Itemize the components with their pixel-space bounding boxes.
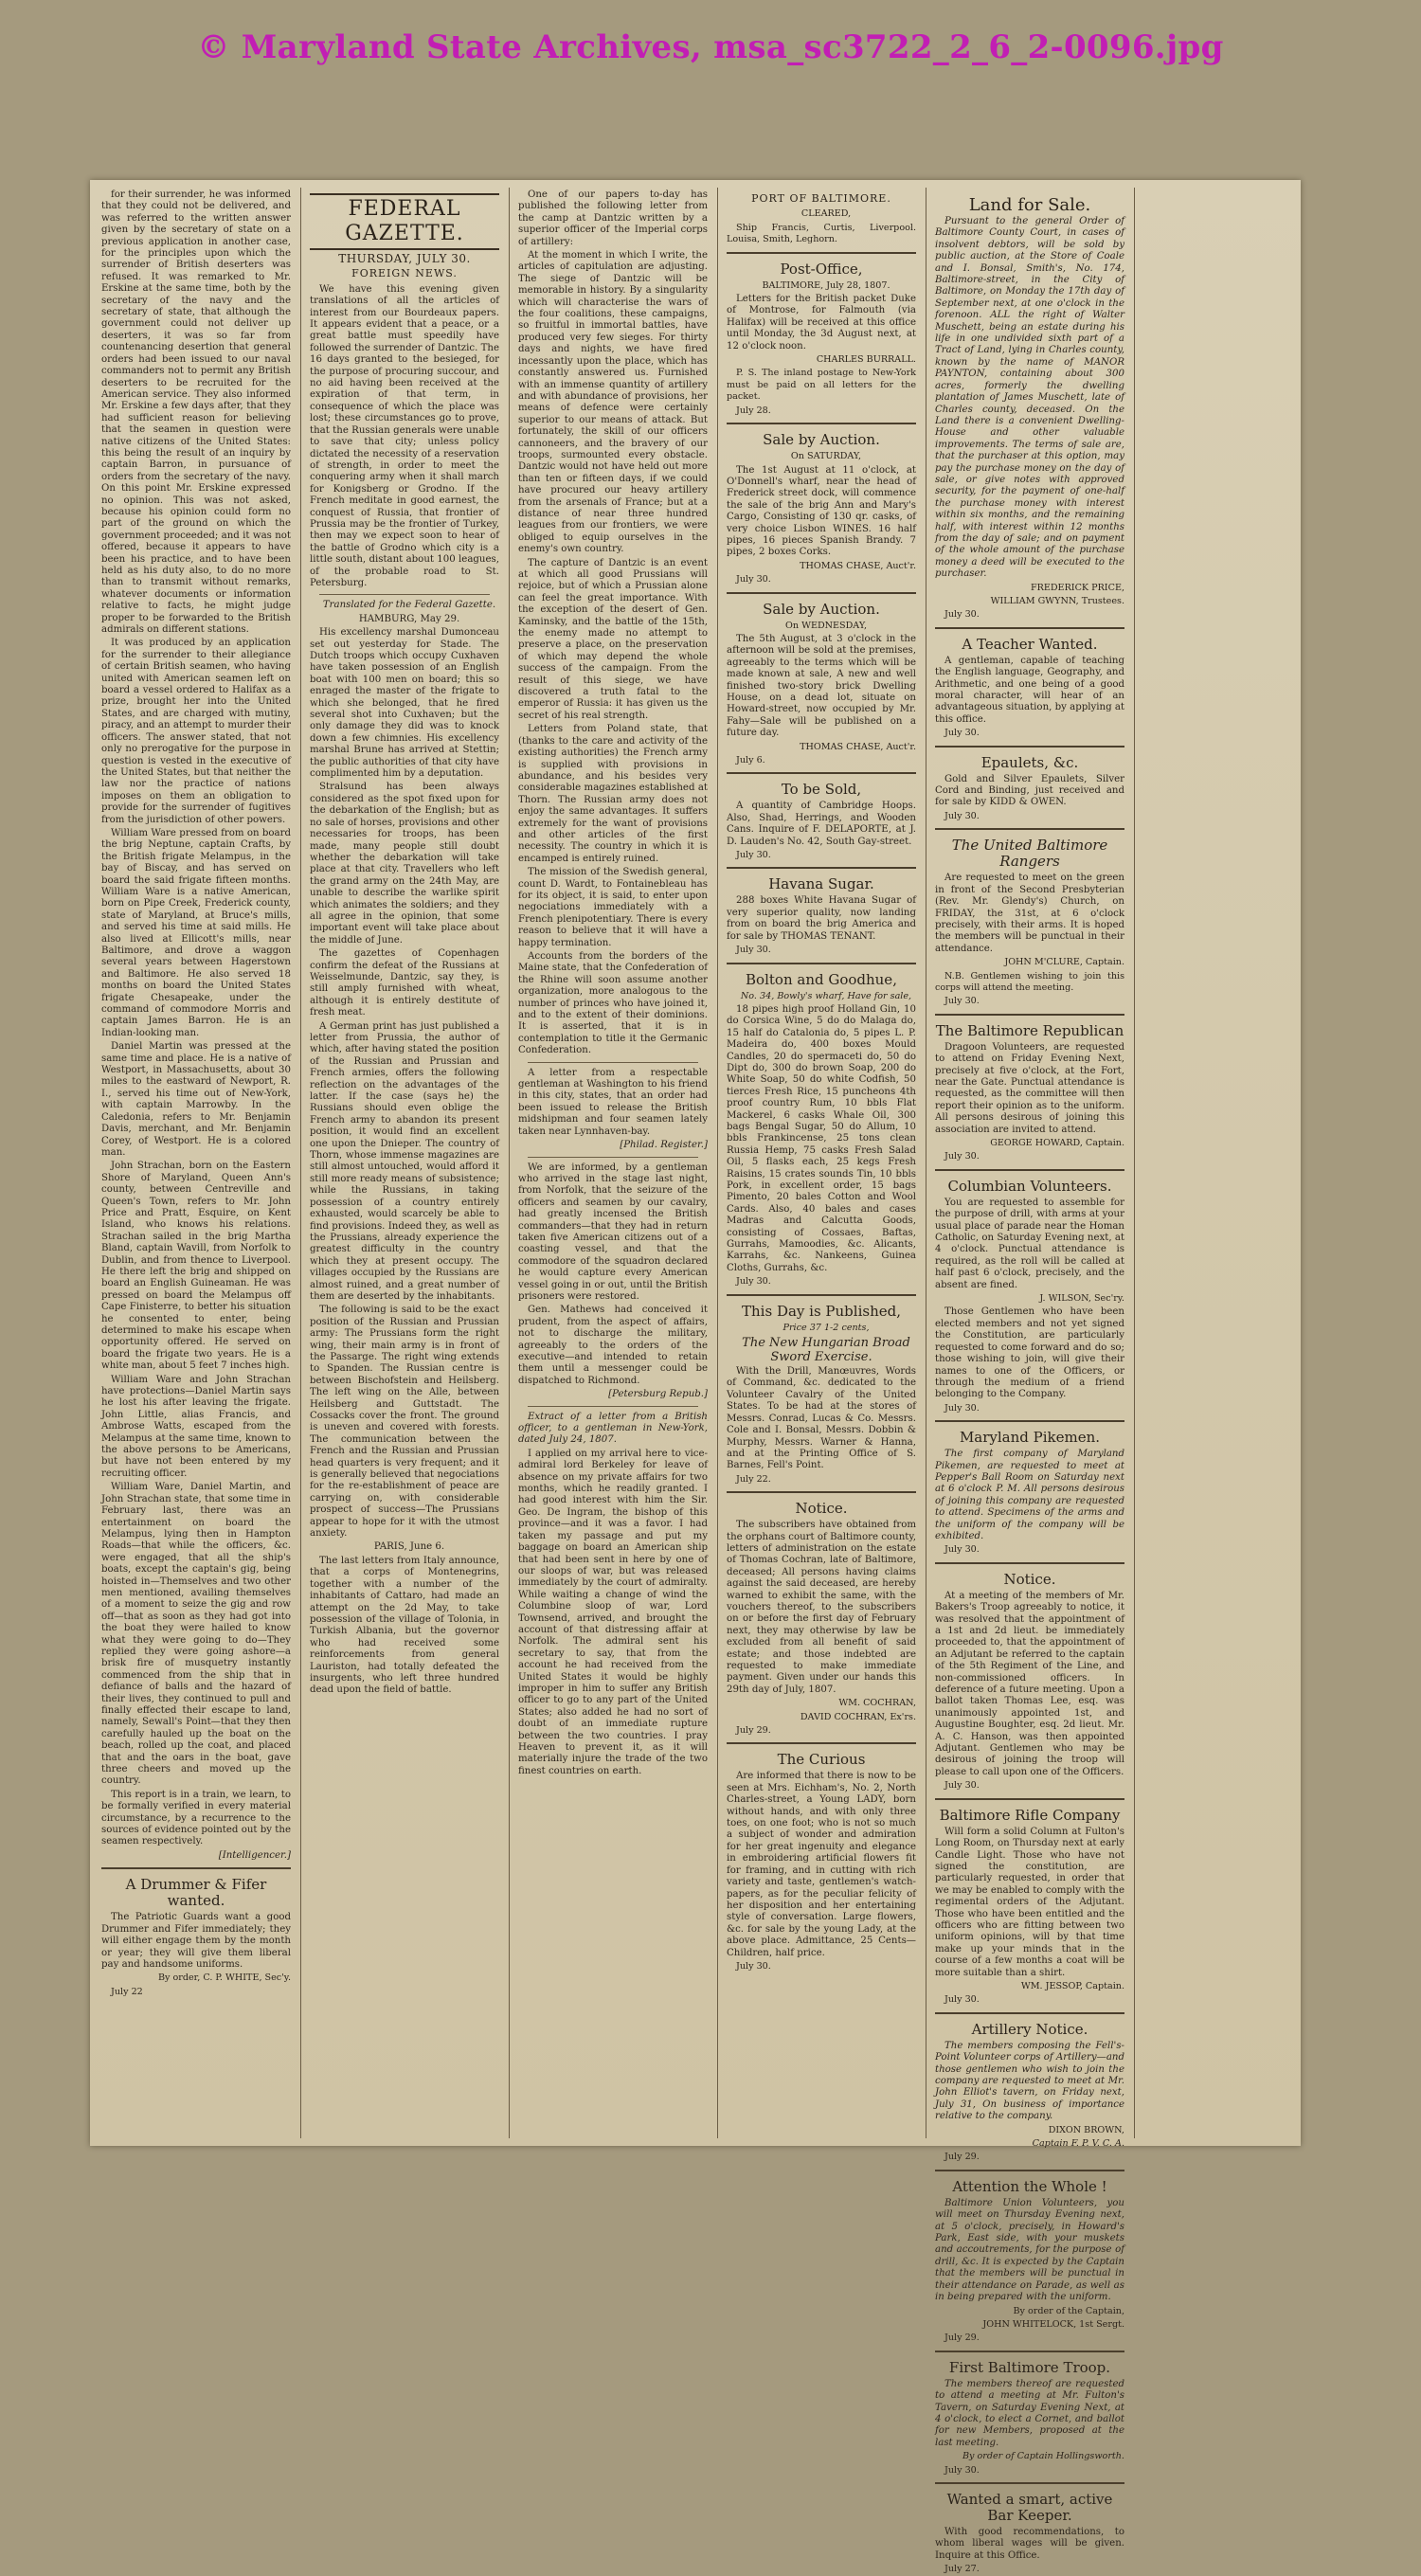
ad-date: July 29. (736, 1725, 771, 1737)
article-text: A German print has just published a letter from Prussia, the author of which, after having stated the position of the Russian and Prussian and French armies, offers the following reflection on the advantages of the latter. If the case (says he) the Russians should even oblige the French army to abandon its present position, it would find an excellent one upon the Dnieper. The country of Thorn, whose immense magazines are still almost untouched, would afford it still more ready means of subsistence; while the Russians, in taking possession of a country entirely exhausted, would scarcely be able to find provisions. Indeed they, as well as the Prussians, already experience the greatest difficulty in the country which they at present occupy. The villages occupied by the Russians are almost ruined, and a great number of them are deserted by the inhabitants. (310, 1020, 499, 1302)
ad-signature: By order, C. P. WHITE, Sec'y. (157, 1973, 291, 1984)
ad-date: July 30. (944, 609, 980, 621)
ad-title-auction: Sale by Auction. (763, 431, 880, 449)
ad-date: July 30. (944, 1151, 980, 1162)
source-credit: [Intelligencer.] (218, 1849, 291, 1861)
article-text: Stralsund has been always considered as the spot fixed upon for the debarkation of the English; but as no sale of horses, provisions and other necessaries for troops, has been made, many people still doubt whether the debarkation will take place at that city. Travellers who left the grand army on the 24th May, are unable to describe the warlike spirit which animates the soldiers; and they all agree in the opinion, that some important event will take place about the middle of June. (310, 782, 499, 946)
article-text: William Ware pressed from on board the brig Neptune, captain Crafts, by the British frigate Melampus, in the bay of Biscay, and has served on board the said frigate fifteen months. William Ware is a native American, born on Pipe Creek, Frederick county, state of Maryland, at Bruce's mills, and served his time at said mills. He also lived at Ellicott's mills, near Baltimore, and drove a waggon several years between Hagerstown and Baltimore. He also served 18 months on board the United States frigate Chesapeake, under the command of commodore Morris and captain James Barron. He is an Indian-looking man. (101, 827, 291, 1038)
dateline: PARIS, June 6. (373, 1541, 445, 1553)
divider (727, 1294, 916, 1296)
ad-signature: By order of the Captain, (1013, 2305, 1124, 2316)
ad-text: With good recommendations, to whom liberal wages will be given. Inquire at this Office. (935, 2526, 1124, 2561)
ad-date: July 22. (736, 1473, 771, 1485)
ad-text: Pursuant to the general Order of Baltimore County Court, in cases of insolvent debtors, will be sold by public auction, at the Store of Coale and I. Bonsal, Smith's, No. 174, Baltimore-street, in the City of Baltimore, on Monday the 17th day of September next, at one o'clock in the forenoon. ALL the right of Walter Muschett, being an estate during his life in one undivided sixth part of a Tract of Land, lying in Charles county, known by the name of MANOR PAYNTON, containing about 300 acres, formerly the dwelling plantation of James Muschett, late of Charles county, deceased. On the Land there is a convenient Dwelling-House and other valuable improvements. The terms of sale are, that the purchaser at this option, may pay the purchase money on the day of sale, or give notes with approved security, for the payment of one-half the purchase money with interest within six months, and the remaining half, with interest within 12 months from the day of sale; and on payment of the whole amount of the purchase money a deed will be executed to the purchaser. (935, 216, 1124, 580)
ad-signature: Captain F. P. V. C. A. (1032, 2138, 1124, 2150)
article-text: The last letters from Italy announce, that a corps of Montenegrins, together with a number of the inhabitants of Cattaro, had made an attempt on the 2d May, to take possession of the village of Tolonia, in Turkish Albania, but the governor who had received some reinforcements from general Lauriston, had totally defeated the insurgents, who left three hundred dead upon the field of battle. (310, 1555, 499, 1696)
ad-text: Are informed that there is now to be seen at Mrs. Eichham's, No. 2, North Charles-street, a Young LADY, born without hands, and with only three toes, on one foot; who is not so much a subject of wonder and admiration for her great ingenuity and elegance in embroidering artificial flowers fit for framing, and in cutting with rich variety and taste, gentlemen's watch-papers, as for the peculiar felicity of her disposition and her entertaining style of conversation. Large flowers, &c. for sale by the young Lady, at the above place. Admittance, 25 Cents—Children, half price. (727, 1771, 916, 1958)
ad-date: July 30. (944, 996, 980, 1007)
source-credit: [Philad. Register.] (620, 1140, 708, 1151)
ad-signature: THOMAS CHASE, Auct'r. (800, 560, 916, 571)
ad-signature: WM. COCHRAN, (838, 1698, 916, 1709)
ad-date: July 29. (944, 2152, 980, 2163)
article-text: Gen. Mathews had conceived it prudent, from the aspect of affairs, not to discharge the military, agreeably to the orders of the executive—and intended to retain them until a messenger could be dispatched to Richmond. (518, 1305, 708, 1386)
article-text: This report is in a train, we learn, to be formally verified in every material circumstance, by a recurrence to the sources of evidence pointed out by the seamen respectively. (101, 1789, 291, 1847)
ad-date: July 30. (736, 1276, 771, 1288)
ad-subheading: On WEDNESDAY, (785, 620, 867, 631)
article-text: His excellency marshal Dumonceau set out yesterday for Stade. The Dutch troops which occupy Cuxhaven have taken possession of an English boat with 100 men on board; this so enraged the master of the frigate to which she belonged, that he fired several shot into Cuxhaven; but the only damage they did was to knock down a few chimnies. His excellency marshal Brune has arrived at Stettin; the public authorities of that city have complimented him by a deputation. (310, 627, 499, 780)
ad-title-columbian: Columbian Volunteers. (947, 1177, 1112, 1195)
ad-price: Price 37 1-2 cents, (782, 1322, 870, 1333)
ad-text: The Patriotic Guards want a good Drummer and Fifer immediately; they will either engage them by the month or year; they will give them liberal pay and handsome uniforms. (101, 1912, 291, 1970)
divider (935, 2351, 1124, 2352)
source-credit: [Petersburg Repub.] (608, 1389, 708, 1400)
ad-text: Will form a solid Column at Fulton's Long Room, on Thursday next at early Candle Light. Those who have not signed the constitution, are particularly requested, in order that we may be enabled to comply with the regimental orders of the Adjutant. Those who have been entitled and the officers who are fitting between two uniform opinions, will by that time make up your minds that in the course of a few months a coat will be more suitable than a shirt. (935, 1826, 1124, 1978)
column-rule (300, 188, 301, 2138)
ad-title-barkeeper: Wanted a smart, active Bar Keeper. (946, 2490, 1113, 2524)
port-clearances: Ship Francis, Curtis, Liverpool. Louisa, Smith, Leghorn. (727, 222, 916, 245)
ad-title-havana: Havana Sugar. (768, 875, 874, 893)
ad-text: The 5th August, at 3 o'clock in the afternoon will be sold at the premises, agreeably to the terms which will be made known at sale, A new and well finished two-story brick Dwelling House, on a dead lot, situate on Howard-street, now occupied by Mr. Fahy—Sale will be published on a future day. (727, 633, 916, 739)
ad-date: July 22 (111, 1986, 143, 1997)
ad-text: N.B. Gentlemen wishing to join this corps will attend the meeting. (935, 970, 1124, 993)
ad-signature: THOMAS CHASE, Auct'r. (800, 741, 916, 752)
ad-title-auction: Sale by Auction. (763, 600, 880, 618)
column-4 (727, 189, 916, 2136)
article-text: Accounts from the borders of the Maine state, that the Confederation of the Rhine will soon assume another organization, more analogous to the number of princes who have joined it, and to the extent of their dominions. It is asserted, that it is in contemplation to title it the Germanic Confederation. (518, 951, 708, 1056)
article-text: We have this evening given translations of all the articles of interest from our Bourdeaux papers. It appears evident that a peace, or a great battle must speedily have followed the surrender of Dantzic. The 16 days granted to the besieged, for the purpose of procuring succour, and no aid having been received at the expiration of that term, in consequence of which the place was lost; these circumstances go to prove, that the Russian generals were unable to save that city; unless policy dictated the necessity of a reservation of strength, in order to meet the conquering army when it shall march for Konigsberg or Grodno. If the French meditate in good earnest, the conquest of Russia, that frontier of Prussia may be the frontier of Turkey, then may we expect soon to hear of the battle of Grodno which city is a little south, distant about 100 leagues, of the probable road to St. Petersburg. (310, 283, 499, 588)
ad-text: Letters for the British packet Duke of Montrose, for Falmouth (via Halifax) will be received at this office until Monday, the 3d August next, at 12 o'clock noon. (727, 294, 916, 351)
subheading: Translated for the Federal Gazette. (322, 600, 496, 611)
ad-title-rangers: The United Baltimore Rangers (951, 837, 1108, 871)
divider (727, 423, 916, 424)
ad-text: Gold and Silver Epaulets, Silver Cord and Binding, just received and for sale by KIDD & OWEN. (935, 773, 1124, 808)
ad-signature: DIXON BROWN, (1048, 2124, 1124, 2135)
divider (727, 252, 916, 254)
divider (727, 1491, 916, 1493)
article-text: The following is said to be the exact position of the Russian and Prussian army: The Prussians form the right wing, their main army is in front of the Passarge. The right wing extends to Spanden. The Russian centre is between Bischofstein and Heilsberg. The left wing on the Alle, between Heilsberg and Guttstadt. The Cossacks cover the front. The ground is uneven and covered with forests. The communication between the French and the Russian and Prussian head quarters is very frequent; and it is generally believed that negociations for the re-establishment of peace are carrying on, with considerable prospect of success—The Prussians appear to hope for it with the utmost anxiety. (310, 1305, 499, 1540)
ad-title-republican: The Baltimore Republican (935, 1021, 1124, 1039)
article-text: It was produced by an application for the surrender to their allegiance of certain British seamen, who having united with American seamen left on board a vessel ordered to Halifax as a prize, brought her into the United States, and are charged with mutiny, piracy, and an attempt to murder their officers. The answer stated, that not only no prerogative for the purpose in question is vested in the executive of the United States, but that neither the law nor the practice of nations imposes on them an obligation to provide for the surrender of fugitives from the jurisdiction of other powers. (101, 638, 291, 825)
ad-title-rifle: Baltimore Rifle Company (939, 1806, 1121, 1824)
divider (528, 1406, 698, 1407)
newspaper-page (90, 180, 1301, 2575)
divider (101, 1867, 291, 1869)
ad-title-bolton: Bolton and Goodhue, (746, 970, 897, 988)
divider (935, 828, 1124, 830)
book-title: The New Hungarian Broad Sword Exercise. (742, 1336, 910, 1365)
divider (727, 592, 916, 594)
ad-text: A quantity of Cambridge Hoops. Also, Shad, Herrings, and Wooden Cans. Inquire of F. DELAPORTE, at J. D. Lauden's No. 42, South Gay-street. (727, 801, 916, 847)
port-heading: PORT OF BALTIMORE. (751, 192, 891, 205)
archive-watermark: © Maryland State Archives, msa_sc3722_2_6_2-0096.jpg (197, 28, 1224, 66)
ad-signature: GEORGE HOWARD, Captain. (990, 1138, 1124, 1148)
ad-signature: JOHN WHITELOCK, 1st Sergt. (982, 2318, 1124, 2330)
ad-subheading: On SATURDAY, (790, 451, 862, 462)
section-heading: FOREIGN NEWS. (351, 267, 458, 280)
article-text: One of our papers to-day has published the following letter from the camp at Dantzic written by a superior officer of the Imperial corps of artillery: (518, 189, 708, 247)
divider (528, 1062, 698, 1063)
ad-text: Those Gentlemen who have been elected members and not yet signed the Constitution, are particularly requested to come forward and do so; those wishing to join, will give their names to one of the Officers, or through the medium of a friend belonging to the Company. (935, 1306, 1124, 1400)
masthead-dateline: THURSDAY, JULY 30. (338, 252, 471, 265)
ad-dateline: BALTIMORE, July 28, 1807. (762, 279, 890, 291)
ad-date: July 30. (944, 2464, 980, 2476)
divider (935, 627, 1124, 629)
column-rule (1134, 188, 1135, 2138)
article-text: The mission of the Swedish general, count D. Wardt, to Fontainebleau has for its object, it is said, to enter upon negociations immediately with a French plenipotentiary. There is every reason to believe that it will have a happy termination. (518, 867, 708, 948)
ad-date: July 27. (944, 2564, 980, 2575)
article-text: Daniel Martin was pressed at the same time and place. He is a native of Westport, in Massachusetts, about 30 miles to the eastward of Newport, R. I., served his time out of New-York, with captain Marrowby. In the Caledonia, refers to Mr. Benjamin Davis, merchant, and Mr. Benjamin Corey, of Westport. He is a colored man. (101, 1041, 291, 1158)
ad-title-troop: First Baltimore Troop. (948, 2358, 1111, 2376)
ad-title-curious: The Curious (777, 1751, 866, 1769)
ad-text: Dragoon Volunteers, are requested to attend on Friday Evening Next, precisely at five o'clock, at the Fort, near the Gate. Punctual attendance is requested, as the committee will then report their opinion as to the uniform. All persons desirous of joining this association are invited to attend. (935, 1041, 1124, 1135)
divider (319, 594, 490, 595)
ad-date: July 29. (944, 2333, 980, 2344)
ad-date: July 30. (944, 1994, 980, 2006)
ad-text: Are requested to meet on the green in front of the Second Presbyterian (Rev. Mr. Glendy's) Church, on FRIDAY, the 31st, at 6 o'clock precisely, with their arms. It is hoped the members will be punctual in their attendance. (935, 873, 1124, 954)
dateline: HAMBURG, May 29. (358, 613, 460, 624)
ad-text: P. S. The inland postage to New-York must be paid on all letters for the packet. (727, 368, 916, 403)
divider (935, 1798, 1124, 1800)
divider (935, 1014, 1124, 1016)
ad-signature: FREDERICK PRICE, (1030, 582, 1124, 593)
ad-title-land: Land for Sale. (968, 195, 1091, 215)
ad-date: July 30. (944, 1780, 980, 1792)
ad-signature: DAVID COCHRAN, Ex'rs. (800, 1711, 916, 1722)
article-text: William Ware, Daniel Martin, and John Strachan state, that some time in February last, there was an entertainment on board the Melampus, lying then in Hampton Roads—that while the officers, &c. were engaged, that all the ship's boats, except the captain's gig, being hoisted in—Themselves and two other men mentioned, availing themselves of a moment to seize the gig and row off—that as soon as they had got into the boat they were hailed to know what they were going to do—They replied they were going ashore—a brisk fire of musquetry instantly commenced from the ship that in defiance of balls and the hazard of their lives, they continued to pull and finally effected their escape to land, namely, Sewall's Point—that they then carefully hauled up the boat on the beach, rolled up the coat, and placed that and the oars in the boat, gave three cheers and moved up the country. (101, 1482, 291, 1787)
masthead-title: FEDERAL GAZETTE. (310, 193, 499, 250)
ad-date: July 30. (944, 1544, 980, 1556)
divider (935, 2170, 1124, 2171)
ad-signature: JOHN M'CLURE, Captain. (1004, 957, 1124, 968)
divider (935, 1562, 1124, 1564)
ad-title-published: This Day is Published, (742, 1302, 901, 1320)
ad-title-drummer: A Drummer & Fifer wanted. (125, 1876, 267, 1910)
ad-text: A gentleman, capable of teaching the English language, Geography, and Arithmetic, and one being of a good moral character, will hear of an advantageous situation, by applying at this office. (935, 655, 1124, 725)
ad-date: July 30. (736, 850, 771, 861)
article-text: John Strachan, born on the Eastern Shore of Maryland, Queen Ann's county, between Centreville and Queen's Town, refers to Mr. John Price and Pratt, Esquire, on Kent Island, who knows his relations. Strachan sailed in the brig Martha Bland, captain Wavill, from Norfolk to Dublin, and from thence to Liverpool. He there left the brig and shipped on board an English Guineaman. He was pressed on board the Melampus off Cape Finisterre, to better his situation he consented to enter, being determined to make his escape when opportunity offered. He served on board the frigate two years. He is a white man, about 5 feet 7 inches high. (101, 1161, 291, 1372)
ad-date: July 30. (736, 574, 771, 585)
ad-signature: WM. JESSOP, Captain. (1020, 1980, 1124, 1991)
article-text: for their surrender, he was informed that they could not be delivered, and was referred to the written answer given by the secretary of state on a previous application in another case, for the principles upon which the surrender of British deserters was refused. It was remarked to Mr. Erskine at the same time, both by the secretary of the navy and the secretary of state, that although the government could not deliver up deserters, it was so far from countenancing desertion that general orders had been issued to our naval commanders not to permit any British deserters to be recruited for the American service. They also informed Mr. Erskine a few days after, that they had sufficient reason for believing that the seamen in question were native citizens of the United States: this being the result of an inquiry by captain Barron, in pursuance of orders from the secretary of the navy. On this point Mr. Erskine expressed no opinion. This was not asked, because his opinion could form no part of the ground on which the government proceeded; and it was not offered, because it appears to have been his practice, and to have been held as his duty also, to do no more than to transmit without remarks, whatever documents or information relative to facts, he might judge proper to be forwarded to the British admirals on different stations. (101, 189, 291, 636)
ad-text: Baltimore Union Volunteers, you will meet on Thursday Evening next, at 5 o'clock, precisely, in Howard's Park, East side, with your muskets and accoutrements, for the purpose of drill, &c. It is expected by the Captain that the members will be punctual in their attendance on Parade, as well as in being prepared with the uniform. (935, 2197, 1124, 2303)
ad-text: The members composing the Fell's-Point Volunteer corps of Artillery—and those gentlemen who wish to join the company are requested to meet at Mr. John Elliot's tavern, on Friday next, July 31, On business of importance relative to the company. (935, 2040, 1124, 2122)
column-rule (509, 188, 510, 2138)
ad-date: July 6. (736, 755, 765, 766)
article-text: Letters from Poland state, that (thanks to the care and activity of the existing authorities) the French army is supplied with provisions in abundance, and his besides very considerable magazines established at Thorn. The Russian army does not enjoy the same advantages. It suffers extremely for the want of provisions and other articles of the first necessity. The country in which it is encamped is entirely ruined. (518, 724, 708, 864)
ad-signature: WILLIAM GWYNN, Trustees. (990, 596, 1124, 606)
extract-heading: Extract of a letter from a British officer, to a gentleman in New-York, dated July 24, 1807. (518, 1411, 708, 1446)
ad-date: July 30. (736, 1960, 771, 1972)
ad-text: At a meeting of the members of Mr. Bakers's Troop agreeably to notice, it was resolved that the appointment of a 1st and 2d lieut. be immediately proceeded to, that the appointment of an Adjutant be referred to the captain of the 5th Regiment of the Line, and non-commissioned officers. In deference of a future meeting. Upon a ballot taken Thomas Lee, esq. was unanimously appointed 1st, and Augustine Boughter, esq. 2d lieut. Mr. A. C. Hanson, was then appointed Adjutant. Gentlemen who may be desirous of joining the troop will please to call upon one of the Officers. (935, 1590, 1124, 1777)
ad-signature: CHARLES BURRALL. (816, 354, 916, 366)
divider (528, 1157, 698, 1158)
article-text: William Ware and John Strachan have protections—Daniel Martin says he lost his after leaving the frigate. John Little, alias Francis, and Ambrose Watts, escaped from the Melampus at the same time, known to the above persons to be Americans, but have not been entered by my recruiting officer. (101, 1374, 291, 1479)
article-text: The gazettes of Copenhagen confirm the defeat of the Russians at Weisselmunde, Dantzic, say they, is still amply furnished with wheat, although it is entirely destitute of fresh meat. (310, 948, 499, 1018)
ad-title-artillery: Artillery Notice. (971, 2020, 1088, 2038)
ad-subheading: No. 34, Bowly's wharf, Have for sale, (740, 990, 912, 1001)
article-text: We are informed, by a gentleman who arrived in the stage last night, from Norfolk, that the seizure of the officers and seamen by our cavalry, had greatly incensed the British commanders—that they had in return taken five American citizens out of a coasting vessel, and that the commodore of the squadron declared he would capture every American vessel going in or out, until the British prisoners were restored. (518, 1162, 708, 1302)
ad-signature: J. WILSON, Sec'ry. (1039, 1293, 1124, 1305)
ad-date: July 30. (944, 728, 980, 739)
divider (935, 1420, 1124, 1422)
article-text: A letter from a respectable gentleman at Washington to his friend in this city, states, that an order had been issued to release the British midshipman and four seamen lately taken near Lynnhaven-bay. (518, 1067, 708, 1137)
divider (935, 2012, 1124, 2014)
ad-date: July 30. (944, 1402, 980, 1414)
ad-title-pikemen: Maryland Pikemen. (959, 1429, 1101, 1447)
ad-title-attention: Attention the Whole ! (952, 2177, 1107, 2195)
article-text: At the moment in which I write, the articles of capitulation are adjusting. The siege of Dantzic will be memorable in history. By a singularity which will characterise the wars of the four coalitions, these campaigns, so fruitful in immortal battles, have produced very few sieges. For thirty days and nights, we have fired incessantly upon the place, which has constantly answered us. Furnished with an immense quantity of artillery and with abundance of provisions, her means of defence were certainly superior to our means of attack. But fortunately, the skill of our officers cannoneers, and the bravery of our troops, surmounted every obstacle. Dantzic would not have held out more than ten or fifteen days, if we could have procured our heavy artillery from the arsenals of France; but at a distance of near three hundred leagues from our frontiers, we were obliged to equip ourselves in the enemy's own country. (518, 250, 708, 555)
ad-date: July 30. (736, 945, 771, 956)
divider (727, 867, 916, 869)
divider (727, 963, 916, 964)
article-text: The capture of Dantzic is an event at which all good Prussians will rejoice, but of which a Prussian alone can feel the great importance. With the exception of the desert of Gen. Kaminsky, and the battle of the 15th, the enemy made no attempt to preserve a place, on the preservation of which may depend the whole success of the campaign. From the result of this siege, we have discovered a truth fatal to the emperor of Russia: it has given us the secret of his real strength. (518, 557, 708, 721)
ad-text: The subscribers have obtained from the orphans court of Baltimore county, letters of administration on the estate of Thomas Cochran, late of Baltimore, deceased; All persons having claims against the said deceased, are hereby warned to exhibit the same, with the vouchers thereof, to the subscribers on or before the first day of February next, they may otherwise by law be excluded from all benefit of said estate; and those indebted are requested to make immediate payment. Given under our hands this 29th day of July, 1807. (727, 1520, 916, 1695)
divider (935, 1169, 1124, 1171)
ad-date: July 30. (944, 810, 980, 821)
ad-title-teacher: A Teacher Wanted. (962, 635, 1098, 653)
ad-title-post-office: Post-Office, (780, 260, 863, 278)
divider (935, 746, 1124, 748)
ad-text: The first company of Maryland Pikemen, are requested to meet at Pepper's Ball Room on Saturday next at 6 o'clock P. M. All persons desirous of joining this company are requested to attend. Specimens of the arms and the uniform of the company will be exhibited. (935, 1449, 1124, 1541)
ad-text: 288 boxes White Havana Sugar of very superior quality, now landing from on board the brig America and for sale by THOMAS TENANT. (727, 895, 916, 942)
port-subheading: CLEARED, (800, 208, 852, 220)
column-1 (101, 189, 291, 2136)
ad-text: The 1st August at 11 o'clock, at O'Donnell's wharf, near the head of Frederick street dock, will commence the sale of the brig Ann and Mary's Cargo, Consisting of 130 qr. casks, of very choice Lisbon WINES. 16 half pipes, 16 pieces Spanish Brandy. 7 pipes, 2 boxes Corks. (727, 464, 916, 558)
ad-text: You are requested to assemble for the purpose of drill, with arms at your usual place of parade near the Homan Catholic, on Saturday Evening next, at 4 o'clock. Punctual attendance is required, as the roll will be called at half past 6 o'clock, precisely, and the absent are fined. (935, 1197, 1124, 1290)
ad-text: The members thereof are requested to attend a meeting at Mr. Fulton's Tavern, on Saturday Evening Next, at 4 o'clock, to elect a Cornet, and ballot for new Members, proposed at the last meeting. (935, 2378, 1124, 2448)
ad-title-epaulets: Epaulets, &c. (980, 753, 1079, 771)
ad-text: 18 pipes high proof Holland Gin, 10 do Corsica Wine, 5 do do Malaga do, 15 half do Catalonia do, 5 pipes L. P. Madeira do, 400 boxes Mould Candles, 20 do spermaceti do, 50 do Dipt do, 300 do brown Soap, 200 do White Soap, 50 do white Codfish, 50 tierces Fresh Rice, 15 puncheons 4th proof country Rum, 10 bbls Flat Mackerel, 6 casks Whale Oil, 300 bags Bengal Sugar, 50 do Allum, 10 bbls Frankincense, 25 tons clean Russia Hemp, 75 casks Fresh Salad Oil, 5 flasks each, 25 kegs Fresh Raisins, 15 crates sounds Tin, 10 bbls Pork, in excellent order, 15 bags Pimento, 20 bales Cotton and Wool Cards. Also, 40 bales and cases Madras and Calcutta Goods, consisting of Cossaes, Baftas, Gurrahs, Mamoodies, &c. Alicants, Karrahs, &c. Nankeens, Guinea Cloths, Gurrahs, &c. (727, 1003, 916, 1273)
column-5 (935, 189, 1124, 2575)
ad-title-notice: Notice. (795, 1500, 848, 1518)
ad-date: July 28. (736, 405, 771, 416)
ad-signature: By order of Captain Hollingsworth. (962, 2451, 1124, 2462)
divider (727, 772, 916, 774)
article-text: I applied on my arrival here to vice-admiral lord Berkeley for leave of absence on my private affairs for two months, which he readily granted. I had good interest with him the Sir. Geo. De Ingram, the bishop of this province—and it was a favor. I had taken my passage and put my baggage on board an American ship that had been sent in here by one of our sloops of war, but was released immediately by the court of admiralty. While waiting a change of wind the Columbine sloop of war, Lord Townsend, arrived, and brought the account of that distressing affair at Norfolk. The admiral sent his secretary to say, that from the account he had received from the United States it would be highly improper in him to suffer any British officer to go to any part of the United States; also added he had no sort of doubt of an immediate rupture between the two countries. I pray Heaven to prevent it, as it will materially injure the trade of the two finest countries on earth. (518, 1448, 708, 1776)
ad-text: With the Drill, Manœuvres, Words of Command, &c. dedicated to the Volunteer Cavalry of the United States. To be had at the stores of Messrs. Conrad, Lucas & Co. Messrs. Cole and I. Bonsal, Messrs. Dobbin & Murphy, Messrs. Warner & Hanna, and at the Printing Office of S. Barnes, Fell's Point. (727, 1366, 916, 1471)
ad-title-to-be-sold: To be Sold, (781, 781, 862, 799)
divider (935, 2482, 1124, 2484)
ad-title-notice: Notice. (1003, 1570, 1056, 1588)
column-2 (310, 189, 499, 2136)
column-3 (518, 189, 708, 2136)
divider (727, 1742, 916, 1744)
column-rule (717, 188, 718, 2138)
